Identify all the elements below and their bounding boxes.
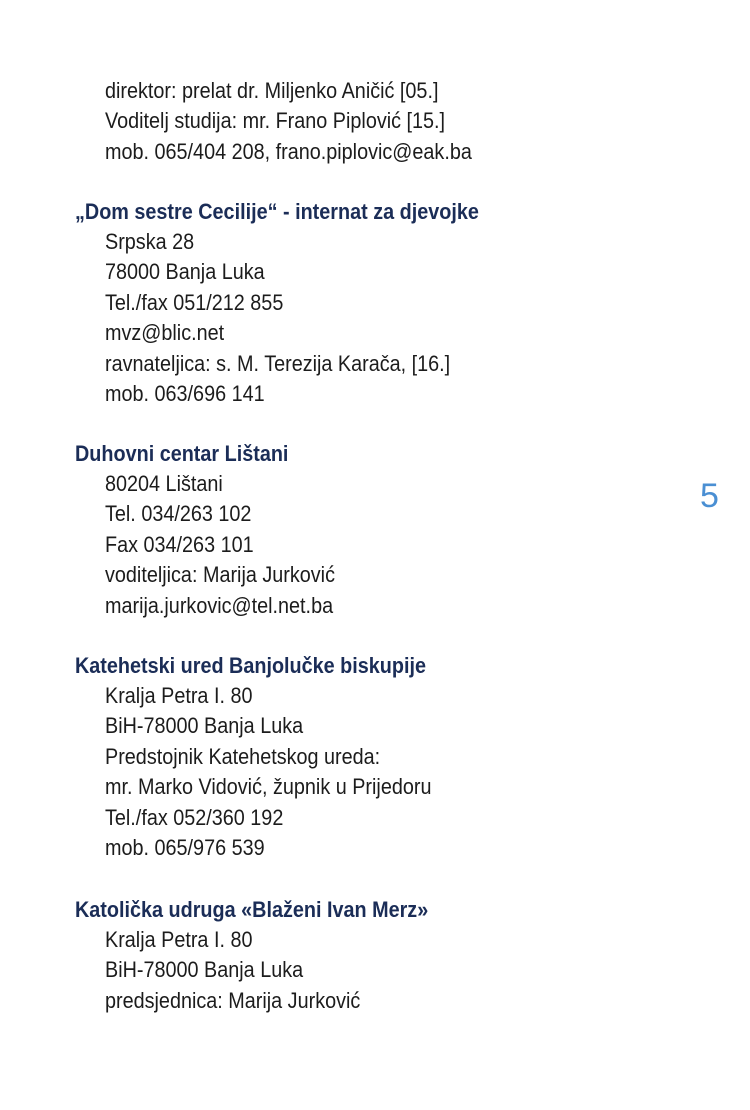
address-street: Kralja Petra I. 80 (105, 927, 253, 952)
phone: Tel. 034/263 102 (105, 501, 252, 527)
phone-fax: Tel./fax 052/360 192 (105, 804, 284, 830)
phone-fax: Tel./fax 051/212 855 (105, 289, 284, 315)
head-title: Predstojnik Katehetskog ureda: (105, 743, 381, 769)
section-dom-sestre-cecilije (75, 197, 524, 409)
address-street: Kralja Petra I. 80 (105, 683, 253, 708)
address-city: 78000 Banja Luka (105, 259, 265, 285)
section-lines (105, 681, 468, 863)
address-street: Srpska 28 (105, 229, 195, 254)
intro-line-study-head: Voditelj studija: mr. Frano Piplović [15.] (105, 108, 446, 134)
section-title: Katolička udruga «Blaženi Ivan Merz» (75, 897, 429, 922)
section-title: „Dom sestre Cecilije“ - internat za djevojke (75, 199, 479, 224)
section-title: Duhovni centar Lištani (75, 441, 289, 466)
intro-line-contact: mob. 065/404 208, frano.piplovic@eak.ba (105, 138, 472, 164)
section-lines (105, 469, 361, 621)
head-person: mr. Marko Vidović, župnik u Prijedoru (105, 774, 432, 800)
fax: Fax 034/263 101 (105, 531, 254, 557)
address-city: BiH-78000 Banja Luka (105, 713, 304, 739)
address-city: BiH-78000 Banja Luka (105, 957, 304, 983)
section-katolicka-udruga (75, 895, 467, 1016)
intro-block (105, 76, 513, 167)
email: mvz@blic.net (105, 320, 225, 346)
address-city: 80204 Lištani (105, 471, 223, 496)
head-person: ravnateljica: s. M. Terezija Karača, [16.] (105, 350, 451, 376)
section-katehetski-ured (75, 651, 468, 863)
section-lines (105, 925, 467, 1016)
intro-line-director: direktor: prelat dr. Miljenko Aničić [05.] (105, 78, 439, 103)
head-person: predsjednica: Marija Jurković (105, 987, 361, 1013)
mobile: mob. 063/696 141 (105, 381, 265, 407)
section-duhovni-centar-listani (75, 439, 361, 621)
page-number: 5 (700, 477, 719, 515)
section-lines (105, 227, 524, 409)
head-person: voditeljica: Marija Jurković (105, 562, 335, 588)
section-title: Katehetski ured Banjolučke biskupije (75, 653, 427, 678)
email: marija.jurkovic@tel.net.ba (105, 592, 334, 618)
mobile: mob. 065/976 539 (105, 835, 265, 861)
